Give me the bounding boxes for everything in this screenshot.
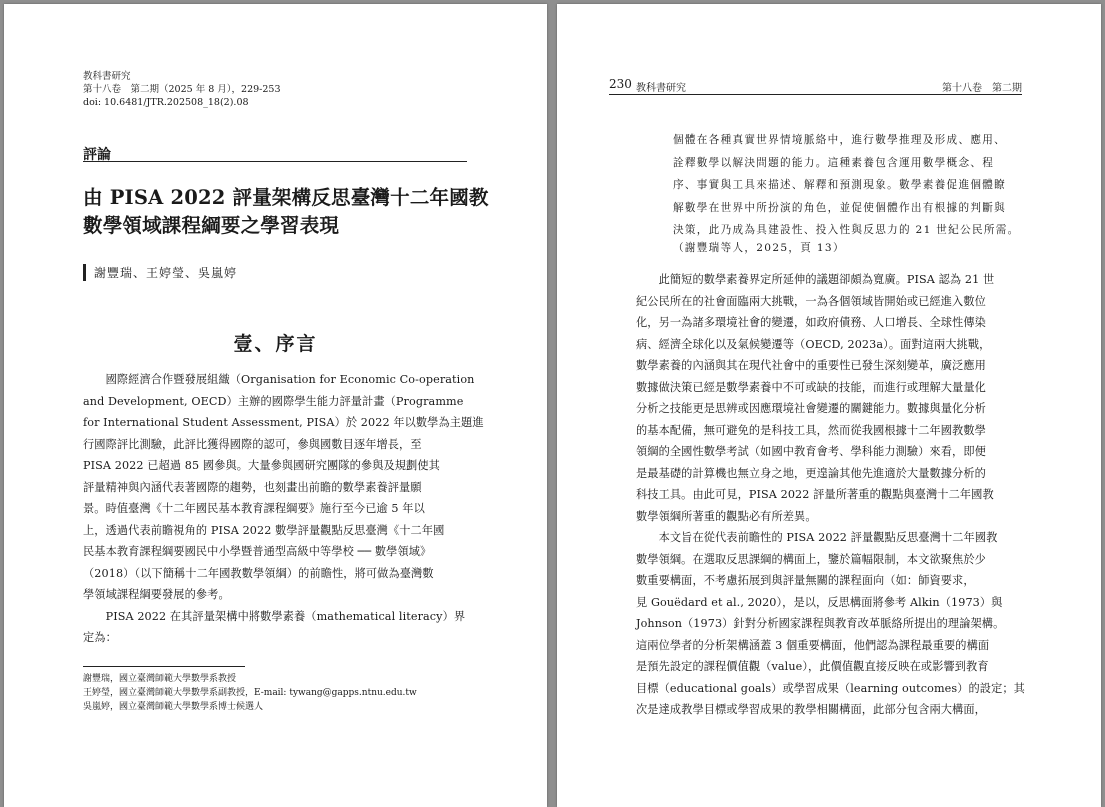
body-line: 這兩位學者的分析架構涵蓋 3 個重要構面，他們認為課程最重要的構面 <box>636 639 990 652</box>
running-header-journal: 教科書研究 <box>636 83 686 94</box>
body-line: 學領域課程綱要發展的參考。 <box>83 588 230 601</box>
body-line: 本文旨在從代表前瞻性的 PISA 2022 評量觀點反思臺灣十二年國教 <box>636 531 998 544</box>
journal-name: 教科書研究 <box>83 71 131 82</box>
issue-info: 第十八卷 第二期（2025 年 8 月），229-253 <box>83 84 281 95</box>
right-page <box>557 4 1101 807</box>
footnote: 吳嵐婷，國立臺灣師範大學數學系博士候選人 <box>83 702 264 712</box>
body-line: 此簡短的數學素養界定所延伸的議題卻頗為寬廣。PISA 認為 21 世 <box>636 273 995 286</box>
left-page <box>4 4 547 807</box>
body-line: PISA 2022 在其評量架構中將數學素養（mathematical literacy）界 <box>83 610 466 623</box>
quote-line: 解數學在世界中所扮演的角色，並促使個體作出有根據的判斷與 <box>673 202 1007 214</box>
body-line: 是最基礎的計算機也無立身之地，更遑論其他先進適於大量數據分析的 <box>636 467 986 480</box>
body-line: 評量精神與內涵代表著國際的趨勢，也刻畫出前瞻的數學素養評量願 <box>83 481 422 494</box>
body-line: 科技工具。由此可見，PISA 2022 評量所著重的觀點與臺灣十二年國教 <box>636 488 994 501</box>
body-line: 化，另一為諸多環境社會的變遷，如政府債務、人口增長、全球性傳染 <box>636 316 986 329</box>
body-line: 紀公民所在的社會面臨兩大挑戰，一為各個領域皆開始或已經進入數位 <box>636 295 986 308</box>
quote-line: 個體在各種真實世界情境脈絡中，進行數學推理及形成、應用、 <box>673 134 1007 146</box>
quote-citation: （謝豐瑞等人，2025，頁 13） <box>673 242 845 254</box>
body-line: 國際經濟合作暨發展組織（Organisation for Economic Co-operation <box>83 373 475 386</box>
body-line: 上，透過代表前瞻視角的 PISA 2022 數學評量觀點反思臺灣《十二年國 <box>83 524 445 537</box>
page-number: 230 <box>609 77 632 91</box>
body-line: PISA 2022 已超過 85 國參與。大量參與國研究團隊的參與及規劃使其 <box>83 459 440 472</box>
authors: 謝豐瑞、王婷瑩、吳嵐婷 <box>83 264 237 281</box>
running-header-volume: 第十八卷 第二期 <box>942 83 1022 94</box>
body-line: 數學素養的內涵與其在現代社會中的重要性已發生深刻變革，廣泛應用 <box>636 359 986 372</box>
body-line: 數據做決策已經是數學素養中不可或缺的技能，而進行或理解大量量化 <box>636 381 986 394</box>
body-line: 領綱的全國性數學考試（如國中教育會考、學科能力測驗）來看，即便 <box>636 445 986 458</box>
header-rule <box>609 94 1022 95</box>
quote-line: 詮釋數學以解決問題的能力。這種素養包含運用數學概念、程 <box>673 157 995 169</box>
article-title-line-2: 數學領域課程綱要之學習表現 <box>83 214 340 237</box>
article-title-line-1: 由 PISA 2022 評量架構反思臺灣十二年國教 <box>83 186 489 209</box>
doi: doi: 10.6481/JTR.202508_18(2).08 <box>83 97 249 108</box>
quote-line: 序、事實與工具來描述、解釋和預測現象。數學素養促進個體瞭 <box>673 179 1007 191</box>
footnote: 謝豐瑞，國立臺灣師範大學數學系教授 <box>83 674 237 684</box>
body-line: 景。時值臺灣《十二年國民基本教育課程綱要》施行至今已逾 5 年以 <box>83 502 425 515</box>
body-line: 次是達成教學目標或學習成果的教學相關構面，此部分包含兩大構面， <box>636 703 986 716</box>
body-line: 民基本教育課程綱要國民中小學暨普通型高級中等學校 ── 數學領域》 <box>83 545 432 558</box>
body-line: 見 Gouëdard et al., 2020），是以，反思構面將參考 Alkin（1973）與 <box>636 596 1003 609</box>
body-line: 是預先設定的課程價值觀（value），此價值觀直接反映在或影響到教育 <box>636 660 989 673</box>
footnote-rule <box>83 666 245 667</box>
quote-line: 決策，此乃成為具建設性、投入性與反思力的 21 世紀公民所需。 <box>673 224 1020 236</box>
section-label: 評論 <box>83 147 111 163</box>
body-line: 數學領綱。在選取反思課綱的構面上，鑒於篇幅限制，本文欲聚焦於少 <box>636 553 986 566</box>
body-line: 病、經濟全球化以及氣候變遷等（OECD, 2023a）。面對這兩大挑戰， <box>636 338 991 351</box>
body-line: （2018）（以下簡稱十二年國教數學領綱）的前瞻性，將可做為臺灣數 <box>83 567 434 580</box>
body-line: 定為： <box>83 631 117 644</box>
section-rule <box>83 161 467 162</box>
body-line: and Development, OECD）主辦的國際學生能力評量計畫（Programme <box>83 395 464 408</box>
footnote: 王婷瑩，國立臺灣師範大學數學系副教授，E-mail: tywang@gapps.ntnu.edu.tw <box>83 688 417 698</box>
body-line: for International Student Assessment, PISA）於 2022 年以數學為主題進 <box>83 416 484 429</box>
section-heading: 壹、序言 <box>233 333 318 355</box>
body-line: 數重要構面，不考慮拓展到與評量無關的課程面向（如：師資要求， <box>636 574 975 587</box>
body-line: Johnson（1973）針對分析國家課程與教育改革脈絡所提出的理論架構。 <box>636 617 1005 630</box>
body-line: 數學領綱所著重的觀點必有所差異。 <box>636 510 817 523</box>
body-line: 行國際評比測驗，此評比獲得國際的認可，參與國數目逐年增長，至 <box>83 438 422 451</box>
body-line: 的基本配備，無可避免的是科技工具，然而從我國根據十二年國教數學 <box>636 424 986 437</box>
body-line: 目標（educational goals）或學習成果（learning outcomes）的設定；其 <box>636 682 1025 695</box>
body-line: 分析之技能更是思辨或因應環境社會變遷的關鍵能力。數據與量化分析 <box>636 402 986 415</box>
